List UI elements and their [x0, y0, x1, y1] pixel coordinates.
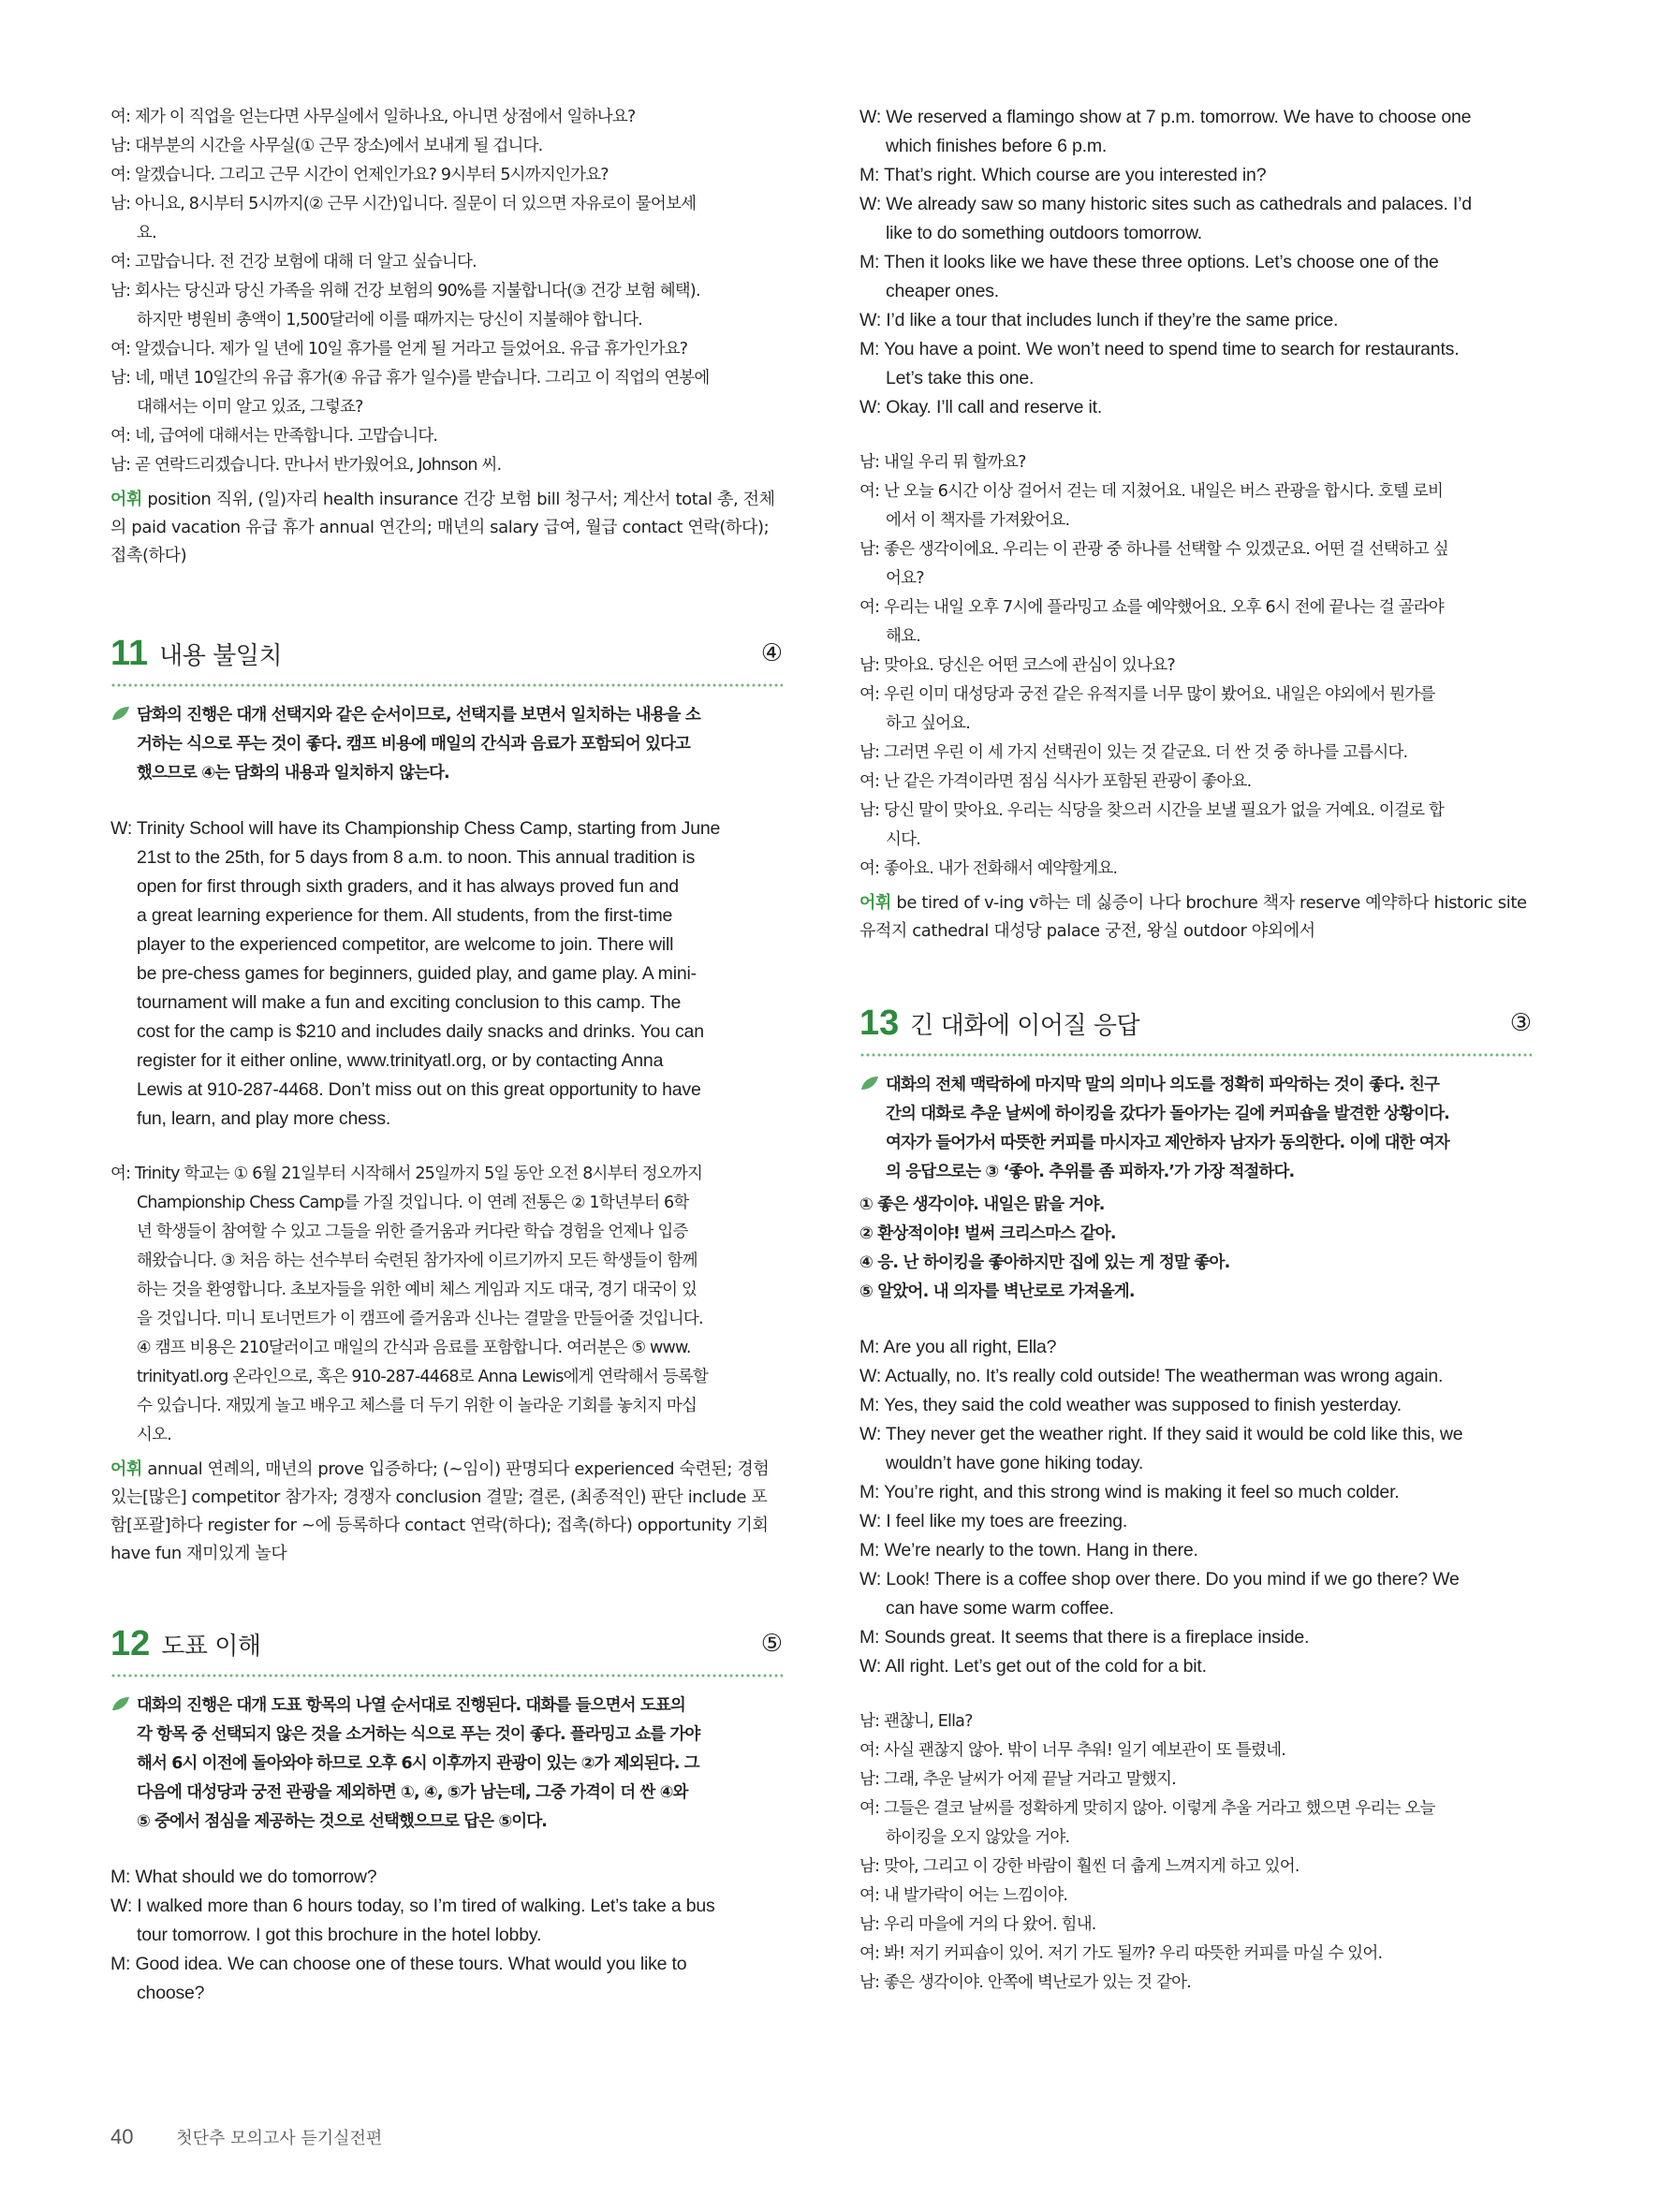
section-answer: ④	[760, 639, 783, 667]
text-line: 하고 싶어요.	[886, 714, 971, 733]
text-line: trinityatl.org 온라인으로, 혹은 910-287-4468로 Anna Lewis에게 연락해서 등록할	[137, 1368, 709, 1386]
script-line: M: We’re nearly to the town. Hang in there.	[859, 1540, 1198, 1560]
section-header-11	[110, 630, 783, 677]
book-title: 첫단추 모의고사 듣기실전편	[176, 2129, 383, 2148]
script-line: cheaper ones.	[886, 281, 999, 301]
text-line: 요.	[137, 224, 156, 242]
explanation-11	[110, 701, 783, 788]
script-line: M: You’re right, and this strong wind is making it feel so much colder.	[859, 1482, 1400, 1502]
text-line: 남: 그래, 추운 날씨가 어제 끝날 거라고 말했지.	[859, 1770, 1176, 1789]
text-line: 여: 난 오늘 6시간 이상 걸어서 걷는 데 지쳤어요. 내일은 버스 관광을 합시다. 호텔 로비	[859, 482, 1444, 501]
text-line: 년 학생들이 참여할 수 있고 그들을 위한 즐거움과 커다란 학습 경험을 언제나 입증	[137, 1223, 688, 1241]
section-answer: ⑤	[760, 1630, 783, 1658]
text-line: Championship Chess Camp를 가질 것입니다. 이 연례 전통은 ② 1학년부터 6학	[137, 1194, 689, 1212]
answer-options-13	[859, 1191, 1532, 1307]
script-line: like to do something outdoors tomorrow.	[886, 223, 1202, 243]
script-line: W: Trinity School will have its Championship Chess Camp, starting from June	[110, 818, 721, 839]
vocabulary-12	[859, 889, 1532, 945]
page-footer	[110, 2125, 382, 2149]
script-line: Lewis at 910-287-4468. Don’t miss out on this great opportunity to have	[137, 1079, 701, 1100]
explanation-line: 대화의 진행은 대개 도표 항목의 나열 순서대로 진행된다. 대화를 들으면서 도표의	[137, 1696, 685, 1715]
text-line: 하이킹을 오지 않았을 거야.	[886, 1828, 1070, 1847]
dotted-rule	[110, 682, 783, 688]
script-line: M: You have a point. We won’t need to spend time to search for restaurants.	[859, 339, 1460, 359]
text-line: 남: 좋은 생각이야. 안쪽에 벽난로가 있는 것 같아.	[859, 1973, 1191, 1992]
explanation-line: 담화의 진행은 대개 선택지와 같은 순서이므로, 선택지를 보면서 일치하는 내용을 소	[137, 706, 700, 725]
text-line: 남: 내일 우리 뭐 할까요?	[859, 453, 1026, 472]
text-line: 여: 좋아요. 내가 전화해서 예약할게요.	[859, 859, 1118, 878]
script-english-12	[110, 1863, 783, 2008]
script-line: be pre-chess games for beginners, guided play, and game play. A mini-	[137, 963, 697, 984]
explanation-line: 했으므로 ④는 담화의 내용과 일치하지 않는다.	[137, 764, 449, 783]
script-english-11	[110, 814, 783, 1134]
page-number: 40	[110, 2125, 134, 2148]
text-line: 어요?	[886, 569, 924, 588]
vocab-text: be tired of v-ing v하는 데 싫증이 나다 brochure 책자 reserve 예약하다 historic site 유적지 cathedral 대성당 palace 궁전, 왕실 outdoor 야외에서	[859, 893, 1527, 941]
text-line: 하지만 병원비 총액이 1,500달러에 이를 때까지는 당신이 지불해야 합니다.	[137, 311, 642, 330]
script-line: W: I walked more than 6 hours today, so I’m tired of walking. Let’s take a bus	[110, 1896, 715, 1916]
vocabulary-11	[110, 1456, 783, 1568]
script-line: tournament will make a fun and exciting conclusion to this camp. The	[137, 992, 682, 1013]
text-line: 남: 당신 말이 맞아요. 우리는 식당을 찾으러 시간을 보낼 필요가 없을 거예요. 이걸로 합	[859, 801, 1445, 820]
vocab-label: 어휘	[110, 490, 142, 509]
script-line: player to the experienced competitor, are welcome to join. There will	[137, 934, 674, 955]
text-line: 여: 제가 이 직업을 얻는다면 사무실에서 일하나요, 아니면 상점에서 일하나요?	[110, 108, 636, 126]
section-answer: ③	[1509, 1009, 1532, 1037]
section-title: 내용 불일치	[159, 641, 283, 670]
text-line: 여: 우린 이미 대성당과 궁전 같은 유적지를 너무 많이 봤어요. 내일은 야외에서 뭔가를	[859, 685, 1435, 704]
text-line: 여: 내 발가락이 어는 느낌이야.	[859, 1886, 1068, 1905]
section-number: 12	[110, 1623, 151, 1663]
section-title: 도표 이해	[161, 1632, 261, 1661]
script-english-13	[859, 1333, 1532, 1681]
vocab-text: annual 연례의, 매년의 prove 입증하다; (~임이) 판명되다 experienced 숙련된; 경험 있는[많은] competitor 참가자; 경쟁자 conclusion 결말; 결론, (최종적인) 판단 include 포함[포괄]하다 register for ~에 등록하다 contact 연락(하다); 접촉(하다) opportunity 기회 have fun 재미있게 놀다	[110, 1459, 770, 1563]
text-line: 에서 이 책자를 가져왔어요.	[886, 511, 1070, 530]
text-line: 남: 우리 마을에 거의 다 왔어. 힘내.	[859, 1915, 1096, 1934]
dotted-rule	[859, 1052, 1532, 1058]
explanation-line: 여자가 들어가서 따뜻한 커피를 마시자고 제안하자 남자가 동의한다. 이에 대한 여자	[886, 1134, 1449, 1152]
script-line: M: Are you all right, Ella?	[859, 1337, 1057, 1357]
right-column	[859, 103, 1532, 1998]
script-english-12-continued	[859, 103, 1532, 422]
script-line: W: I feel like my toes are freezing.	[859, 1511, 1128, 1531]
script-line: choose?	[137, 1983, 205, 2003]
dotted-rule	[110, 1673, 783, 1678]
text-line: 을 것입니다. 미니 토너먼트가 이 캠프에 즐거움과 신나는 결말을 만들어줄 것입니다.	[137, 1310, 703, 1328]
leaf-icon	[110, 1695, 131, 1712]
script-line: W: I’d like a tour that includes lunch if they’re the same price.	[859, 310, 1339, 330]
script-line: wouldn’t have gone hiking today.	[886, 1453, 1144, 1473]
explanation-13	[859, 1071, 1532, 1187]
text-line: 여: 그들은 결코 날씨를 정확하게 맞히지 않아. 이렇게 추울 거라고 했으면 우리는 오늘	[859, 1799, 1435, 1818]
explanation-12	[110, 1692, 783, 1837]
text-line: 여: 알겠습니다. 그리고 근무 시간이 언제인가요? 9시부터 5시까지인가요?	[110, 166, 609, 184]
vocab-text: position 직위, (일)자리 health insurance 건강 보험 bill 청구서; 계산서 total 총, 전체의 paid vacation 유급 휴가 annual 연간의; 매년의 salary 급여, 월급 contact 연락(하다); 접촉(하다)	[110, 490, 775, 565]
script-line: fun, learn, and play more chess.	[137, 1108, 391, 1129]
text-line: 시오.	[137, 1426, 171, 1444]
explanation-line: 거하는 식으로 푸는 것이 좋다. 캠프 비용에 매일의 간식과 음료가 포함되어 있다고	[137, 735, 691, 754]
text-line: 남: 대부분의 시간을 사무실(① 근무 장소)에서 보내게 될 겁니다.	[110, 137, 543, 155]
text-line: 남: 괜찮니, Ella?	[859, 1712, 973, 1731]
section-header-12	[110, 1620, 783, 1667]
left-column	[110, 103, 783, 2008]
vocab-label: 어휘	[110, 1459, 142, 1479]
script-line: W: Look! There is a coffee shop over there. Do you mind if we go there? We	[859, 1569, 1460, 1589]
text-line: 해왔습니다. ③ 처음 하는 선수부터 숙련된 참가자에 이르기까지 모든 학생들이 함께	[137, 1252, 698, 1270]
text-line: 남: 맞아, 그리고 이 강한 바람이 훨씬 더 춥게 느껴지게 하고 있어.	[859, 1857, 1300, 1876]
text-line: 시다.	[886, 830, 920, 849]
transcript-korean-12	[859, 448, 1532, 884]
answer-option: ④ 응. 난 하이킹을 좋아하지만 집에 있는 게 정말 좋아.	[859, 1253, 1230, 1272]
script-line: W: Actually, no. It’s really cold outside! The weatherman was wrong again.	[859, 1366, 1444, 1386]
script-line: which finishes before 6 p.m.	[886, 136, 1108, 156]
script-line: register for it either online, www.trinityatl.org, or by contacting Anna	[137, 1050, 664, 1071]
script-line: M: Sounds great. It seems that there is a fireplace inside.	[859, 1627, 1310, 1648]
text-line: 여: 사실 괜찮지 않아. 밖이 너무 추워! 일기 예보관이 또 틀렸네.	[859, 1741, 1285, 1760]
text-line: 여: Trinity 학교는 ① 6월 21일부터 시작해서 25일까지 5일 동안 오전 8시부터 정오까지	[110, 1165, 703, 1183]
script-line: M: That’s right. Which course are you interested in?	[859, 165, 1267, 185]
text-line: 남: 네, 매년 10일간의 유급 휴가(④ 유급 휴가 일수)를 받습니다. 그리고 이 직업의 연봉에	[110, 369, 710, 388]
section-header-13	[859, 1000, 1532, 1047]
text-line: 수 있습니다. 재밌게 놀고 배우고 체스를 더 두기 위한 이 놀라운 기회를 놓치지 마십	[137, 1397, 698, 1415]
explanation-line: 의 응답으로는 ③ ‘좋아. 추위를 좀 피하자.’가 가장 적절하다.	[886, 1163, 1295, 1181]
script-line: M: Good idea. We can choose one of these tours. What would you like to	[110, 1954, 687, 1974]
text-line: 여: 봐! 저기 커피숍이 있어. 저기 가도 될까? 우리 따뜻한 커피를 마실 수 있어.	[859, 1944, 1383, 1963]
answer-option: ① 좋은 생각이야. 내일은 맑을 거야.	[859, 1195, 1105, 1214]
script-line: W: Okay. I’ll call and reserve it.	[859, 397, 1103, 417]
text-line: 남: 좋은 생각이에요. 우리는 이 관광 중 하나를 선택할 수 있겠군요. 어떤 걸 선택하고 싶	[859, 540, 1448, 559]
explanation-line: 해서 6시 이전에 돌아와야 하므로 오후 6시 이후까지 관광이 있는 ②가 제외된다. 그	[137, 1754, 699, 1773]
transcript-korean-q10	[110, 103, 783, 480]
script-line: W: We reserved a flamingo show at 7 p.m. tomorrow. We have to choose one	[859, 107, 1472, 127]
text-line: 남: 곧 연락드리겠습니다. 만나서 반가웠어요, Johnson 씨.	[110, 456, 502, 475]
script-line: Let’s take this one.	[886, 368, 1035, 388]
text-line: 대해서는 이미 알고 있죠, 그렇죠?	[137, 398, 363, 417]
leaf-icon	[859, 1075, 880, 1091]
text-line: 여: 우리는 내일 오후 7시에 플라밍고 쇼를 예약했어요. 오후 6시 전에 끝나는 걸 골라야	[859, 598, 1444, 617]
vocab-label: 어휘	[859, 893, 891, 913]
answer-option: ② 환상적이야! 벌써 크리스마스 같아.	[859, 1224, 1116, 1243]
explanation-line: 각 항목 중 선택되지 않은 것을 소거하는 식으로 푸는 것이 좋다. 플라밍고 쇼를 가야	[137, 1725, 700, 1744]
text-line: 남: 그러면 우린 이 세 가지 선택권이 있는 것 같군요. 더 싼 것 중 하나를 고릅시다.	[859, 743, 1408, 762]
text-line: 남: 맞아요. 당신은 어떤 코스에 관심이 있나요?	[859, 656, 1175, 675]
script-line: W: They never get the weather right. If they said it would be cold like this, we	[859, 1424, 1463, 1444]
vocabulary-q10	[110, 486, 783, 570]
transcript-korean-13	[859, 1707, 1532, 1998]
script-line: 21st to the 25th, for 5 days from 8 a.m. to noon. This annual tradition is	[137, 847, 696, 868]
section-number: 13	[859, 1003, 900, 1043]
text-line: 여: 난 같은 가격이라면 점심 식사가 포함된 관광이 좋아요.	[859, 772, 1252, 791]
explanation-line: ⑤ 중에서 점심을 제공하는 것으로 선택했으므로 답은 ⑤이다.	[137, 1812, 548, 1831]
transcript-korean-11	[110, 1160, 783, 1450]
leaf-icon	[110, 705, 131, 722]
script-line: W: We already saw so many historic sites such as cathedrals and palaces. I’d	[859, 194, 1472, 214]
text-line: 남: 아니요, 8시부터 5시까지(② 근무 시간)입니다. 질문이 더 있으면 자유로이 물어보세	[110, 195, 697, 213]
text-line: 여: 네, 급여에 대해서는 만족합니다. 고맙습니다.	[110, 427, 438, 446]
section-number: 11	[110, 633, 149, 673]
script-line: open for first through sixth graders, and it has always proved fun and	[137, 876, 679, 897]
text-line: 여: 알겠습니다. 제가 일 년에 10일 휴가를 얻게 될 거라고 들었어요. 유급 휴가인가요?	[110, 340, 688, 359]
script-line: M: What should we do tomorrow?	[110, 1867, 377, 1887]
text-line: 하는 것을 환영합니다. 초보자들을 위한 예비 체스 게임과 지도 대국, 경기 대국이 있	[137, 1281, 698, 1299]
script-line: M: Then it looks like we have these three options. Let’s choose one of the	[859, 252, 1439, 272]
text-line: 여: 고맙습니다. 전 건강 보험에 대해 더 알고 싶습니다.	[110, 253, 477, 271]
explanation-line: 다음에 대성당과 궁전 관광을 제외하면 ①, ④, ⑤가 남는데, 그중 가격이 더 싼 ④와	[137, 1783, 688, 1802]
explanation-line: 간의 대화로 추운 날씨에 하이킹을 갔다가 돌아가는 길에 커피숍을 발견한 상황이다.	[886, 1105, 1449, 1123]
text-line: ④ 캠프 비용은 210달러이고 매일의 간식과 음료를 포함합니다. 여러분은 ⑤ www.	[137, 1339, 691, 1357]
section-title: 긴 대화에 이어질 응답	[910, 1011, 1140, 1040]
script-line: can have some warm coffee.	[886, 1598, 1114, 1619]
text-line: 해요.	[886, 627, 920, 646]
script-line: W: All right. Let’s get out of the cold for a bit.	[859, 1656, 1207, 1677]
script-line: tour tomorrow. I got this brochure in the hotel lobby.	[137, 1925, 542, 1945]
script-line: cost for the camp is $210 and includes daily snacks and drinks. You can	[137, 1021, 704, 1042]
script-line: a great learning experience for them. All students, from the first-time	[137, 905, 673, 926]
text-line: 남: 회사는 당신과 당신 가족을 위해 건강 보험의 90%를 지불합니다(③ 건강 보험 혜택).	[110, 282, 700, 300]
answer-option: ⑤ 알았어. 내 의자를 벽난로로 가져올게.	[859, 1282, 1135, 1301]
explanation-line: 대화의 전체 맥락하에 마지막 말의 의미나 의도를 정확히 파악하는 것이 좋다. 친구	[886, 1076, 1440, 1094]
script-line: M: Yes, they said the cold weather was supposed to finish yesterday.	[859, 1395, 1402, 1415]
